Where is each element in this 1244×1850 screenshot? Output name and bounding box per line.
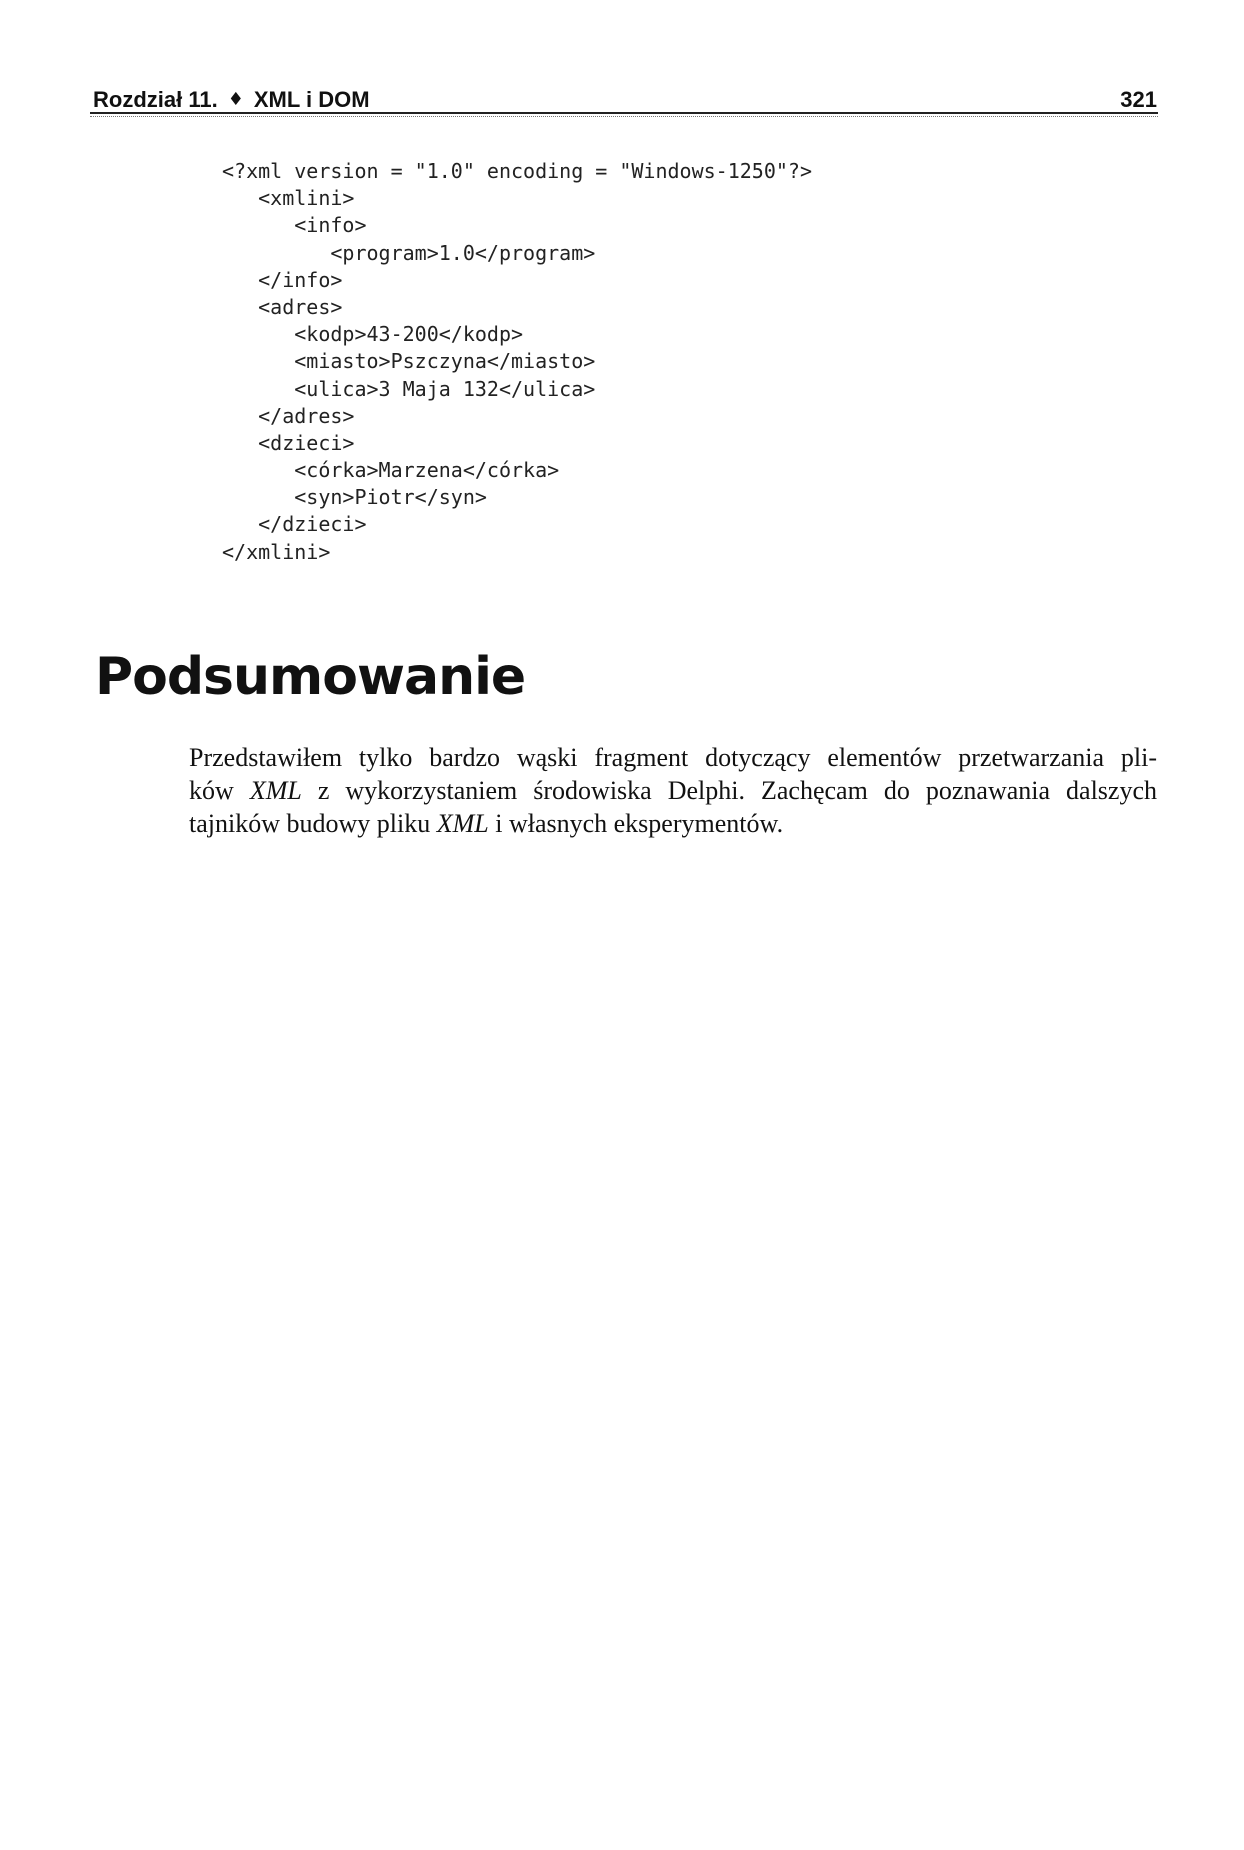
chapter-label: Rozdział 11.	[93, 87, 218, 112]
diamond-icon: ♦	[227, 89, 244, 110]
xml-term: XML	[249, 776, 302, 805]
code-line: <miasto>Pszczyna</miasto>	[222, 349, 596, 374]
code-line: </adres>	[222, 403, 355, 428]
running-header	[93, 76, 1157, 116]
code-line: <kodp>43-200</kodp>	[222, 322, 524, 347]
code-line: </info>	[222, 267, 343, 292]
paragraph-text: ków	[189, 776, 250, 805]
header-rule	[90, 112, 1158, 114]
code-line: <syn>Piotr</syn>	[222, 485, 487, 510]
paragraph-text: i własnych eksperymentów.	[488, 809, 784, 838]
code-line: <?xml version = "1.0" encoding = "Windows-1250"?>	[222, 159, 813, 183]
code-line: <adres>	[222, 294, 343, 319]
header-rule-dotted	[90, 116, 1158, 117]
summary-paragraph	[189, 741, 1157, 840]
paragraph-text: Przedstawiłem tylko bardzo wąski fragment dotyczący elementów przetwarzania pli-	[189, 743, 1157, 772]
chapter-topic: XML i DOM	[253, 87, 370, 112]
code-line: <program>1.0</program>	[222, 240, 596, 265]
paragraph-text: z wykorzystaniem środowiska Delphi. Zachęcam do poznawania dalszych	[301, 776, 1158, 805]
code-line: <dzieci>	[222, 430, 355, 455]
paragraph-line	[189, 774, 1157, 807]
paragraph-line	[189, 741, 1157, 774]
code-line: </dzieci>	[222, 512, 367, 537]
paragraph-line	[189, 807, 1157, 840]
code-line: <ulica>3 Maja 132</ulica>	[222, 376, 596, 401]
page-number: 321	[1120, 87, 1157, 112]
code-line: </xmlini>	[222, 539, 331, 564]
code-line: <córka>Marzena</córka>	[222, 458, 560, 483]
code-line: <info>	[222, 213, 367, 238]
section-title: Podsumowanie	[95, 647, 526, 707]
paragraph-text: tajników budowy pliku	[189, 809, 437, 838]
code-line: <xmlini>	[222, 186, 355, 211]
xml-term: XML	[436, 809, 489, 838]
xml-code-listing	[222, 158, 812, 566]
